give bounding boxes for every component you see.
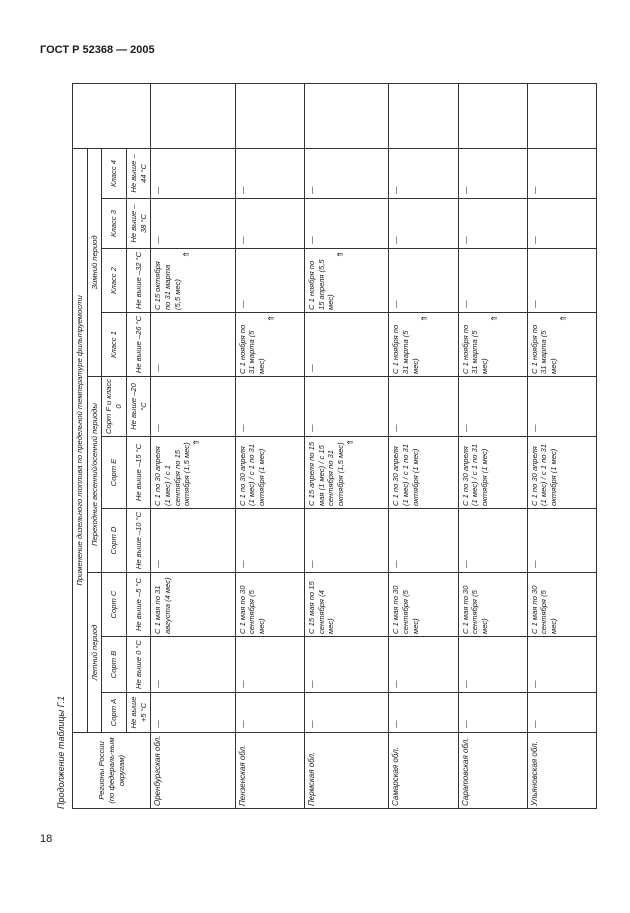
region-name: Самарская обл. <box>389 733 458 809</box>
application-header: Применение дизельного топлива по предельной температуре фильтруемости <box>73 148 88 732</box>
table-cell: — <box>527 148 596 198</box>
table-cell <box>458 313 527 377</box>
table-cell: — <box>389 637 458 693</box>
table-cell <box>151 437 235 509</box>
table-cell <box>389 313 458 377</box>
table-cell: — <box>458 693 527 733</box>
table-cell: С 1 по 30 апреля (1 мес) / с 1 по 31 октября (1 мес) <box>458 437 527 509</box>
table-cell: — <box>527 199 596 249</box>
arrow-up-icon: ⇑ <box>192 439 202 446</box>
summer-period-header: Летний период <box>87 573 102 733</box>
spacer-cell <box>235 83 304 148</box>
page-number: 18 <box>40 833 53 845</box>
table-cell: С 1 по 30 апреля (1 мес) / с 1 по 31 октября (1 мес) <box>389 437 458 509</box>
table-cell: — <box>527 637 596 693</box>
region-name: Ульяновская обл. <box>527 733 596 809</box>
table-cell: — <box>151 148 235 198</box>
table-cell: — <box>151 509 235 573</box>
winter-period-header: Зимний период <box>87 148 102 376</box>
table-cell: — <box>151 199 235 249</box>
limit-header: Не выше –20 °С <box>126 377 150 437</box>
table-cell: — <box>235 693 304 733</box>
limit-header: Не выше –5 °С <box>126 573 150 637</box>
grade-header: Сорт F и класс 0 <box>102 377 126 437</box>
table-row <box>235 83 304 808</box>
arrow-up-icon: ⇑ <box>420 315 430 322</box>
table-cell: — <box>527 509 596 573</box>
table-cell: — <box>458 249 527 313</box>
limit-header: Не выше –32 °С <box>126 249 150 313</box>
cell-text: С 1 ноября по 31 марта (5 мес) <box>391 324 420 374</box>
table-row <box>458 83 527 808</box>
region-name: Оренбургская обл. <box>151 733 235 809</box>
limit-header: Не выше –10 °С <box>126 509 150 573</box>
region-name: Саратовская обл. <box>458 733 527 809</box>
arrow-up-icon: ⇑ <box>489 315 499 322</box>
table-cell <box>527 313 596 377</box>
cell-text: С 1 ноября по 15 апреля (5,5 мес) <box>306 259 336 310</box>
table-cell: — <box>304 199 388 249</box>
arrow-up-icon: ⇑ <box>182 251 192 258</box>
grade-header: Сорт С <box>102 573 126 637</box>
spacer-cell <box>389 83 458 148</box>
table-cell: — <box>304 693 388 733</box>
table-cell: — <box>235 148 304 198</box>
table-cell: — <box>304 148 388 198</box>
table-cell: — <box>389 693 458 733</box>
grade-header: Класс 4 <box>102 148 126 198</box>
spacer-cell <box>458 83 527 148</box>
table-cell: — <box>235 249 304 313</box>
arrow-up-icon: ⇑ <box>345 439 355 446</box>
table-row <box>304 83 388 808</box>
table-cell: — <box>458 509 527 573</box>
grade-header: Сорт Е <box>102 437 126 509</box>
grade-header: Класс 2 <box>102 249 126 313</box>
table-cell: — <box>151 637 235 693</box>
table-cell: — <box>527 249 596 313</box>
table-cell: — <box>235 637 304 693</box>
limit-header: Не выше –44 °С <box>126 148 150 198</box>
rotated-table-block <box>56 84 597 809</box>
table-row <box>151 83 235 808</box>
cell-text: С 1 ноября по 31 марта (5 мес) <box>529 324 559 374</box>
limit-header: Не выше 0 °С <box>126 637 150 693</box>
cell-text: С 15 октября по 31 марта (5,5 мес) <box>153 261 182 310</box>
table-row <box>527 83 596 808</box>
table-cell: — <box>527 377 596 437</box>
region-name: Пензенская обл. <box>235 733 304 809</box>
regions-header: Регионы России (по федераль-ным округам) <box>73 733 151 809</box>
arrow-up-icon: ⇑ <box>558 315 568 322</box>
table-cell: — <box>389 199 458 249</box>
table-cell: С 1 мая по 30 сентября (5 мес) <box>389 573 458 637</box>
fuel-table <box>72 83 597 809</box>
table-cell: — <box>304 313 388 377</box>
table-cell: — <box>304 377 388 437</box>
table-cell: С 1 мая по 30 сентября (5 мес) <box>527 573 596 637</box>
table-cell: — <box>235 199 304 249</box>
limit-header: Не выше –15 °С <box>126 437 150 509</box>
table-cell: — <box>458 377 527 437</box>
table-cell: С 15 мая по 15 сентября (4 мес) <box>304 573 388 637</box>
table-cell: — <box>151 377 235 437</box>
table-caption: Продолжение таблицы Г.1 <box>56 695 66 809</box>
arrow-up-icon: ⇑ <box>266 315 276 322</box>
table-cell <box>304 437 388 509</box>
table-cell: — <box>389 377 458 437</box>
table-cell: — <box>458 148 527 198</box>
table-cell: — <box>235 509 304 573</box>
table-cell: С 1 мая по 30 сентября (5 мес) <box>458 573 527 637</box>
table-cell: — <box>235 377 304 437</box>
grade-header: Сорт В <box>102 637 126 693</box>
spacer-cell <box>151 83 235 148</box>
table-cell: — <box>304 509 388 573</box>
spacer-cell <box>527 83 596 148</box>
region-name: Пермская обл. <box>304 733 388 809</box>
table-cell <box>235 313 304 377</box>
cell-text: С 1 по 30 апреля (1 мес) / с 1 сентября по 15 октября (1,5 мес) <box>153 442 192 506</box>
table-row <box>389 83 458 808</box>
table-cell: — <box>458 199 527 249</box>
table-cell: С 1 по 30 апреля (1 мес) / с 1 по 31 октября (1 мес) <box>235 437 304 509</box>
spacer-cell <box>304 83 388 148</box>
grade-header: Сорт А <box>102 693 126 733</box>
table-cell: С 1 мая по 30 сентября (5 мес) <box>235 573 304 637</box>
table-cell: С 1 по 30 апреля (1 мес) / с 1 по 31 октября (1 мес) <box>527 437 596 509</box>
grade-header: Сорт D <box>102 509 126 573</box>
table-cell: — <box>389 509 458 573</box>
table-cell: — <box>151 693 235 733</box>
limit-header: Не выше +5 °С <box>126 693 150 733</box>
document-header: ГОСТ Р 52368 — 2005 <box>40 44 155 56</box>
table-cell <box>151 249 235 313</box>
cell-text: С 1 ноября по 31 марта (5 мес) <box>460 324 489 374</box>
limit-header: Не выше –26 °С <box>126 313 150 377</box>
grade-header: Класс 1 <box>102 313 126 377</box>
table-cell <box>304 249 388 313</box>
cell-text: С 1 ноября по 31 марта (5 мес) <box>237 324 267 374</box>
table-cell: — <box>389 249 458 313</box>
grade-header: Класс 3 <box>102 199 126 249</box>
spacer-cell <box>73 83 151 148</box>
table-cell: — <box>458 637 527 693</box>
table-cell: — <box>389 148 458 198</box>
transitional-period-header: Переходные весенний/осенний периоды <box>87 377 102 573</box>
table-cell: С 1 мая по 31 августа (4 мес) <box>151 573 235 637</box>
cell-text: С 15 апреля по 15 мая (1 мес) / с 15 сентября по 31 октября (1,5 мес) <box>306 441 346 506</box>
arrow-up-icon: ⇑ <box>336 251 346 258</box>
table-cell: — <box>151 313 235 377</box>
table-cell: — <box>304 637 388 693</box>
table-cell: — <box>527 693 596 733</box>
limit-header: Не выше –38 °С <box>126 199 150 249</box>
